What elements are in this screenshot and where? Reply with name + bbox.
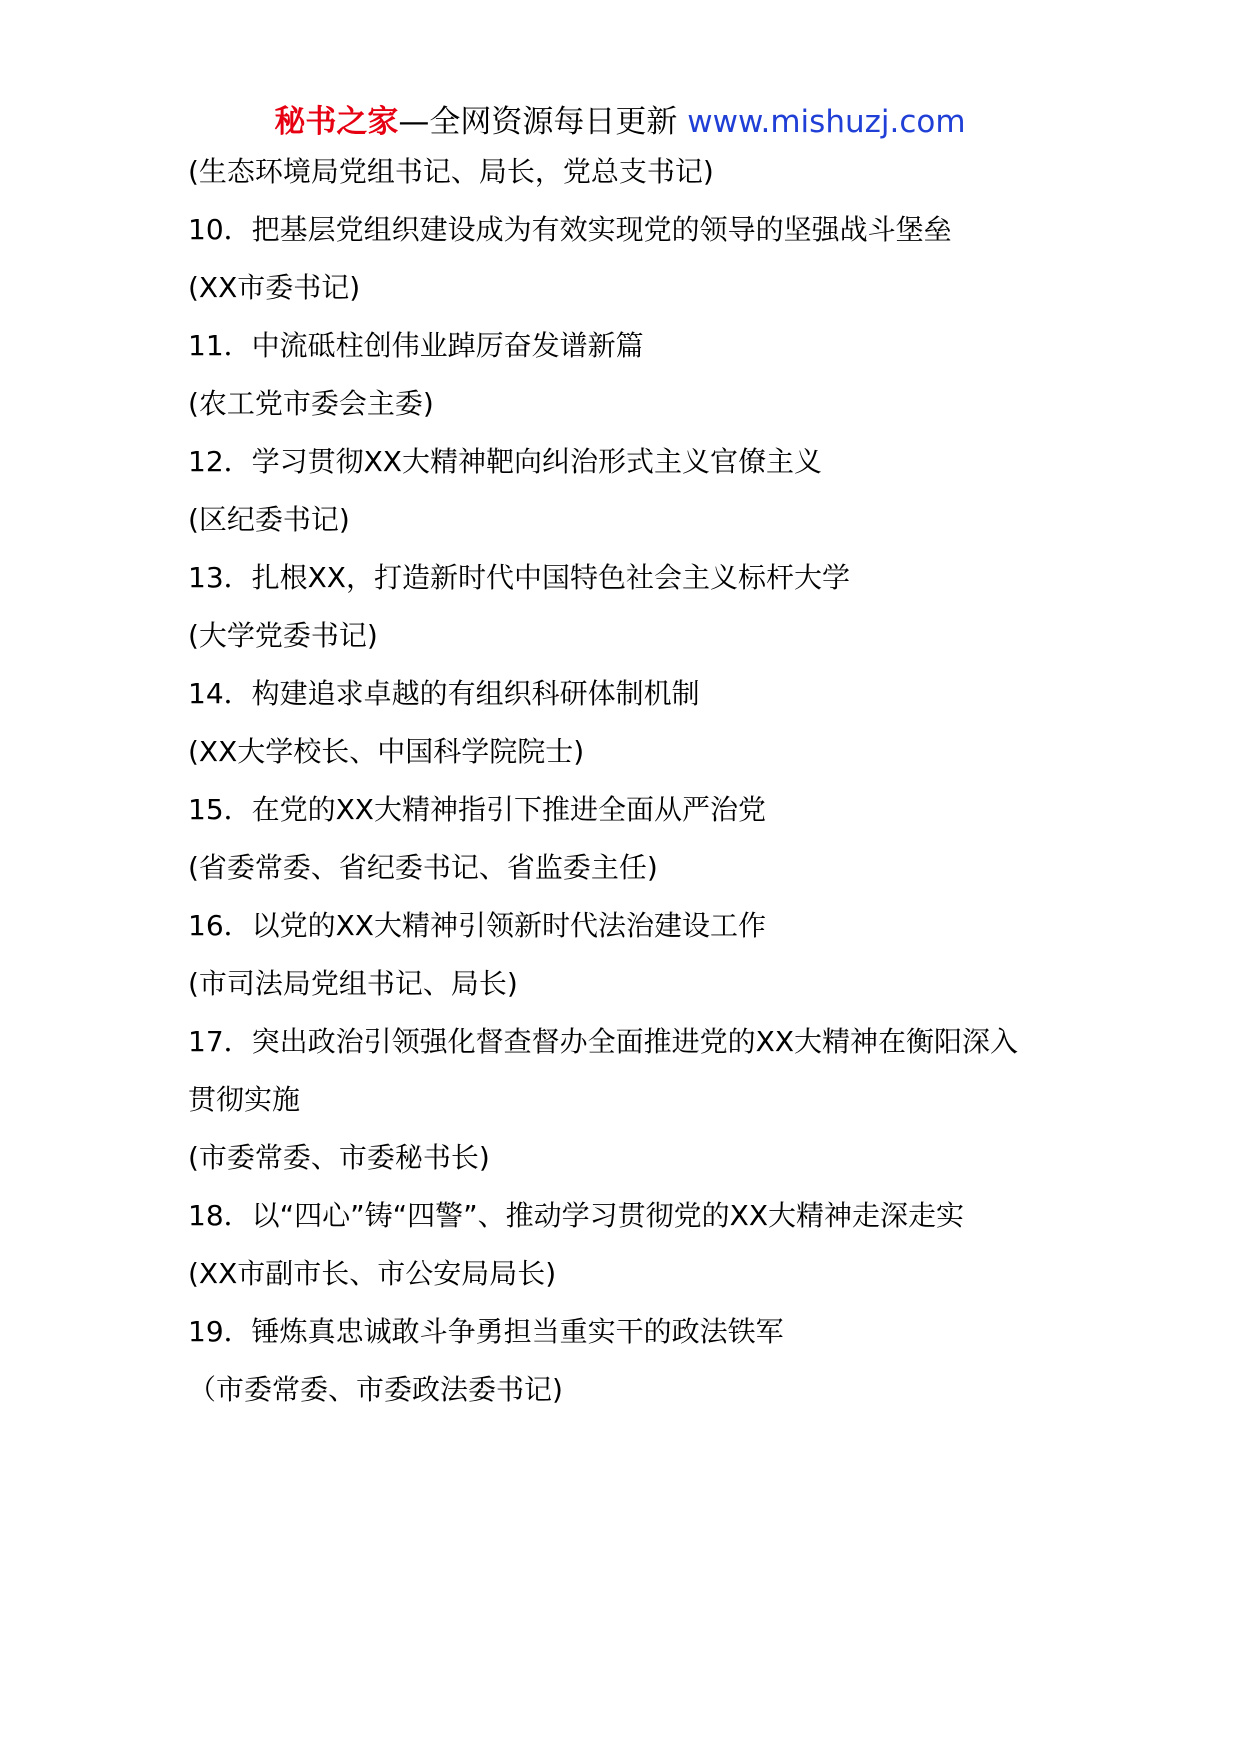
author-line: (XX大学校长、中国科学院院士) — [188, 735, 585, 768]
article-title-13: 13．扎根XX，打造新时代中国特色社会主义标杆大学 — [188, 561, 850, 594]
author-line: （市委常委、市委政法委书记) — [188, 1373, 563, 1406]
author-line: (大学党委书记) — [188, 619, 378, 652]
author-line: (XX市委书记) — [188, 271, 361, 304]
author-line: (XX市副市长、市公安局局长) — [188, 1257, 557, 1290]
article-title-15: 15．在党的XX大精神指引下推进全面从严治党 — [188, 793, 766, 826]
author-line: (生态环境局党组书记、局长，党总支书记) — [188, 155, 714, 188]
author-line: (区纪委书记) — [188, 503, 350, 536]
article-title-17-continued: 贯彻实施 — [188, 1083, 301, 1116]
author-line: (省委常委、省纪委书记、省监委主任) — [188, 851, 658, 884]
article-title-14: 14．构建追求卓越的有组织科研体制机制 — [188, 677, 700, 710]
article-title-17: 17．突出政治引领强化督查督办全面推进党的XX大精神在衡阳深入 — [188, 1025, 1018, 1058]
header-url-link[interactable]: www.mishuzj.com — [687, 104, 966, 140]
article-title-19: 19．锤炼真忠诚敢斗争勇担当重实干的政法铁军 — [188, 1315, 784, 1348]
author-line: (市委常委、市委秘书长) — [188, 1141, 490, 1174]
header-brand: 秘书之家 — [274, 104, 399, 140]
author-line: (农工党市委会主委) — [188, 387, 434, 420]
author-line: (市司法局党组书记、局长) — [188, 967, 518, 1000]
page-header — [0, 100, 1240, 144]
article-title-18: 18．以“四心”铸“四警”、推动学习贯彻党的XX大精神走深走实 — [188, 1199, 965, 1232]
article-title-16: 16．以党的XX大精神引领新时代法治建设工作 — [188, 909, 766, 942]
article-title-10: 10．把基层党组织建设成为有效实现党的领导的坚强战斗堡垒 — [188, 213, 952, 246]
header-tagline: —全网资源每日更新 — [398, 104, 688, 140]
article-title-12: 12．学习贯彻XX大精神靶向纠治形式主义官僚主义 — [188, 445, 822, 478]
article-title-11: 11．中流砥柱创伟业踔厉奋发谱新篇 — [188, 329, 644, 362]
